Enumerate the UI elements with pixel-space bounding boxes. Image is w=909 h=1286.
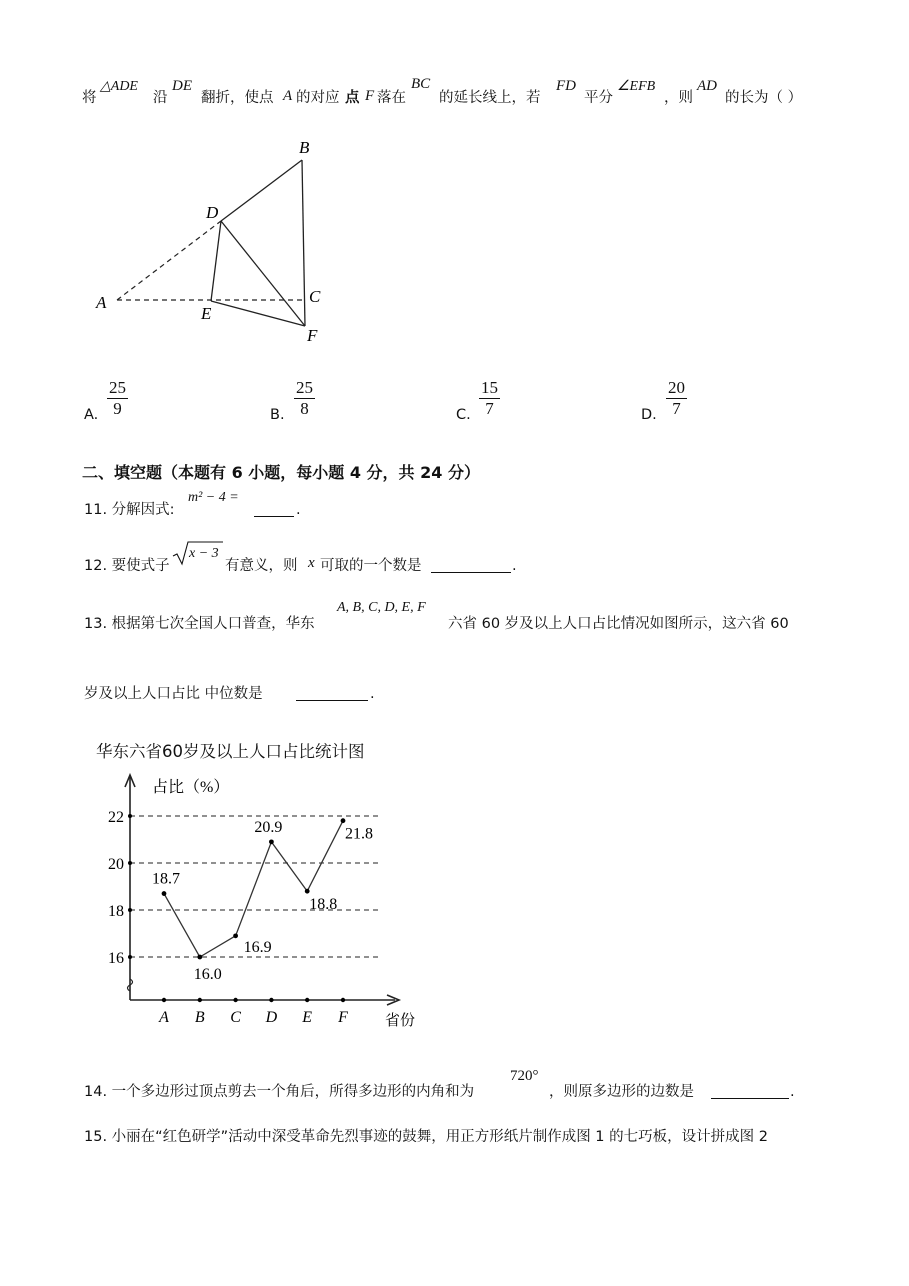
y-tick-dot-16 (128, 955, 132, 959)
segment-de (211, 221, 221, 301)
segment-bf (302, 160, 305, 326)
q10-text-8: ，则 (664, 90, 693, 106)
segment-db (221, 160, 302, 221)
data-label-D: 20.9 (254, 818, 283, 836)
q10-math-bc: BC (411, 76, 431, 92)
q13-period: . (370, 686, 375, 702)
option-a-fraction (107, 378, 128, 419)
option-b-letter: B. (270, 407, 285, 423)
x-tick-label-A: A (159, 1009, 169, 1026)
q10-math-efb: ∠EFB (617, 79, 656, 94)
x-tick-dot-A (162, 998, 166, 1002)
q13-answer-blank[interactable] (296, 686, 368, 701)
label-e: E (201, 304, 212, 323)
x-tick-dot-B (198, 998, 202, 1002)
q11-period: . (296, 502, 301, 518)
q10-text-1: 将 (82, 90, 97, 106)
x-tick-dot-E (305, 998, 309, 1002)
q13-text-line1-pre: 13. 根据第七次全国人口普查，华东 (84, 616, 315, 632)
data-point-A (162, 891, 167, 896)
y-tick-label-18: 18 (108, 903, 124, 920)
q10-math-ad: AD (697, 78, 717, 94)
q13-math-provinces: A, B, C, D, E, F (337, 600, 426, 615)
y-tick-dot-20 (128, 861, 132, 865)
x-tick-label-C: C (230, 1009, 241, 1026)
x-tick-dot-F (341, 998, 345, 1002)
option-d-denominator: 7 (666, 398, 687, 419)
q11-math: m² − 4 = (188, 490, 239, 505)
option-b-denominator: 8 (294, 398, 315, 419)
option-c-letter: C. (456, 407, 471, 423)
option-b-fraction (294, 378, 315, 419)
q14-period: . (790, 1084, 795, 1100)
q10-text-2: 沿 (153, 90, 168, 106)
x-tick-label-F: F (338, 1009, 348, 1026)
label-a: A (96, 293, 107, 312)
section-heading: 二、填空题（本题有 6 小题，每小题 4 分，共 24 分） (82, 463, 480, 482)
q13-text-line2: 岁及以上人口占比 中位数是 (84, 686, 263, 702)
y-tick-label-20: 20 (108, 856, 124, 873)
q14-answer-blank[interactable] (711, 1084, 789, 1099)
option-c-fraction (479, 378, 500, 419)
q14-math: 720° (510, 1068, 539, 1084)
data-label-E: 18.8 (309, 896, 338, 914)
data-label-B: 16.0 (193, 966, 222, 983)
q10-text-4: 的对应 (296, 90, 340, 106)
q12-answer-blank[interactable] (431, 558, 511, 573)
q10-text-7: 平分 (584, 90, 613, 106)
line-chart (90, 765, 430, 1040)
x-tick-label-E: E (302, 1009, 313, 1026)
option-c-denominator: 7 (479, 398, 500, 419)
q10-math-a: A (283, 88, 293, 104)
q10-text-9: 的长为（ ） (725, 90, 803, 106)
q12-text-mid: 有意义，则 (225, 558, 298, 574)
segment-ad-dashed (117, 221, 221, 300)
chart-title: 华东六省60岁及以上人口占比统计图 (96, 742, 365, 761)
option-c-numerator: 15 (481, 378, 498, 397)
y-tick-dot-22 (128, 814, 132, 818)
y-tick-label-16: 16 (108, 950, 124, 967)
x-tick-label-B: B (194, 1009, 205, 1026)
option-d-numerator: 20 (668, 378, 685, 397)
data-point-C (233, 933, 238, 938)
option-d-fraction (666, 378, 687, 419)
option-a-numerator: 25 (109, 378, 126, 397)
q12-var-x: x (308, 555, 315, 571)
geometry-figure (80, 130, 350, 350)
q12-text-pre: 12. 要使式子 (84, 558, 170, 574)
q10-text-5: 落在 (377, 90, 406, 106)
segment-ef (211, 301, 305, 326)
option-a-letter: A. (84, 407, 99, 423)
q10-math-fd: FD (556, 78, 576, 94)
label-d: D (206, 203, 219, 222)
x-tick-label-D: D (265, 1009, 278, 1026)
x-tick-dot-D (269, 998, 273, 1002)
q14-text-post: ，则原多边形的边数是 (549, 1084, 694, 1100)
q12-text-post: 可取的一个数是 (320, 558, 422, 574)
x-axis-label: 省份 (385, 1013, 416, 1029)
q10-text-4b: 点 (345, 90, 360, 106)
y-tick-label-22: 22 (108, 809, 124, 826)
series-line (164, 818, 343, 957)
q12-radicand: x − 3 (189, 546, 219, 561)
q13-text-line1-post: 六省 60 岁及以上人口占比情况如图所示，这六省 60 (448, 616, 789, 632)
option-d-letter: D. (641, 407, 657, 423)
q10-text-3: 翻折，使点 (201, 90, 274, 106)
option-b-numerator: 25 (296, 378, 313, 397)
label-f: F (307, 326, 318, 345)
segment-df (221, 221, 305, 326)
q10-text-6: 的延长线上，若 (439, 90, 541, 106)
y-tick-dot-18 (128, 908, 132, 912)
data-label-F: 21.8 (345, 825, 373, 843)
data-point-B (197, 955, 202, 960)
q14-text-pre: 14. 一个多边形过顶点剪去一个角后，所得多边形的内角和为 (84, 1084, 475, 1100)
q15-text: 15. 小丽在“红色研学”活动中深受革命先烈事迹的鼓舞，用正方形纸片制作成图 1 的七巧板，设计拼成图 2 (84, 1129, 768, 1145)
x-tick-dot-C (233, 998, 237, 1002)
q11-answer-blank[interactable] (254, 502, 294, 517)
y-axis-label: 占比（%） (152, 779, 230, 796)
q12-period: . (512, 558, 517, 574)
data-label-A: 18.7 (152, 870, 180, 888)
q10-math-triangle-ade: △ADE (100, 79, 138, 94)
data-point-F (341, 818, 346, 823)
label-b: B (299, 138, 310, 157)
label-c: C (309, 287, 321, 306)
q11-text: 11. 分解因式: (84, 502, 175, 518)
data-point-D (269, 839, 274, 844)
q10-math-de: DE (172, 78, 192, 94)
q10-math-f: F (365, 88, 375, 104)
option-a-denominator: 9 (107, 398, 128, 419)
data-label-C: 16.9 (243, 938, 272, 956)
data-point-E (305, 889, 310, 894)
